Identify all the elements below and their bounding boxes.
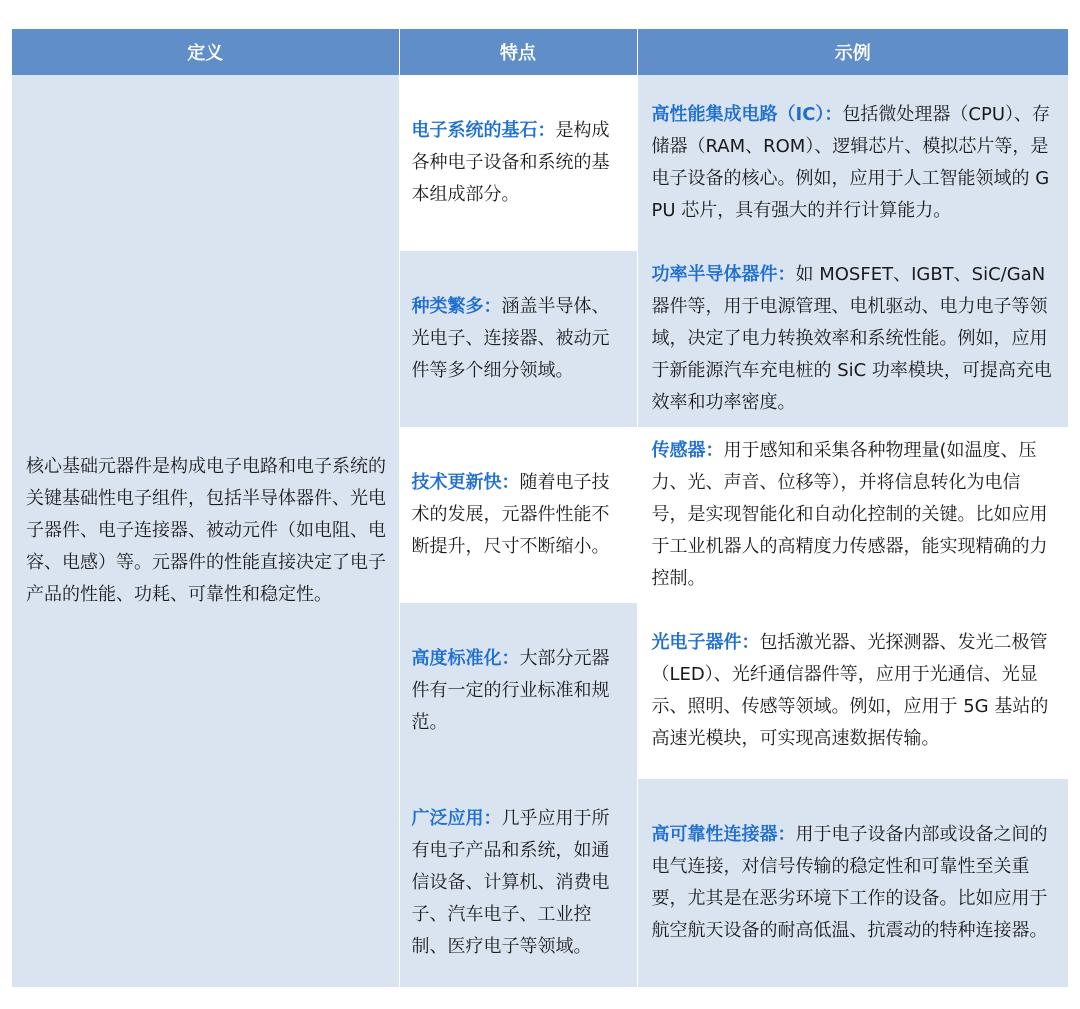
feature-keyword: 广泛应用： bbox=[411, 808, 502, 829]
example-text: 如 MOSFET、IGBT、SiC/GaN 器件等，用于电源管理、电机驱动、电力电子等领域，决定了电力转换效率和系统性能。例如，应用于新能源汽车充电桩的 SiC 功率模块，可提高充电效率和功率密度。 bbox=[651, 264, 1052, 413]
feature-text: 随着电子技术的发展，元器件性能不断提升，尺寸不断缩小。 bbox=[411, 472, 610, 557]
table-row bbox=[12, 75, 1068, 251]
feature-text: 几乎应用于所有电子产品和系统，如通信设备、计算机、消费电子、汽车电子、工业控制、医疗电子等领域。 bbox=[411, 808, 610, 957]
example-cell bbox=[637, 603, 1068, 779]
feature-keyword: 种类繁多： bbox=[411, 296, 502, 317]
feature-text: 是构成各种电子设备和系统的基本组成部分。 bbox=[411, 120, 610, 205]
example-text: 包括激光器、光探测器、发光二极管（LED）、光纤通信器件等，应用于光通信、光显示、照明、传感等领域。例如，应用于 5G 基站的高速光模块，可实现高速数据传输。 bbox=[651, 632, 1049, 749]
header-feature: 特点 bbox=[399, 29, 637, 75]
example-keyword: 功率半导体器件： bbox=[651, 264, 796, 285]
example-keyword: 高性能集成电路（IC）： bbox=[651, 104, 843, 125]
example-cell bbox=[637, 75, 1068, 251]
example-keyword: 高可靠性连接器： bbox=[651, 824, 796, 845]
feature-text: 涵盖半导体、光电子、连接器、被动元件等多个细分领域。 bbox=[411, 296, 610, 381]
header-example: 示例 bbox=[637, 29, 1068, 75]
example-text: 包括微处理器（CPU）、存储器（RAM、ROM）、逻辑芯片、模拟芯片等，是电子设备的核心。例如，应用于人工智能领域的 GPU 芯片，具有强大的并行计算能力。 bbox=[651, 104, 1051, 221]
example-keyword: 传感器： bbox=[651, 440, 724, 461]
feature-cell bbox=[399, 427, 637, 603]
definition-text: 核心基础元器件是构成电子电路和电子系统的关键基础性电子组件，包括半导体器件、光电子器件、电子连接器、被动元件（如电阻、电容、电感）等。元器件的性能直接决定了电子产品的性能、功耗、可靠性和稳定性。 bbox=[26, 456, 386, 605]
example-text: 用于电子设备内部或设备之间的电气连接，对信号传输的稳定性和可靠性至关重要，尤其是在恶劣环境下工作的设备。比如应用于航空航天设备的耐高低温、抗震动的特种连接器。 bbox=[651, 824, 1048, 941]
feature-keyword: 电子系统的基石： bbox=[411, 120, 556, 141]
example-text: 用于感知和采集各种物理量(如温度、压力、光、声音、位移等），并将信息转化为电信号，是实现智能化和自动化控制的关键。比如应用于工业机器人的高精度力传感器，能实现精确的力控制。 bbox=[651, 440, 1048, 589]
feature-cell bbox=[399, 75, 637, 251]
feature-keyword: 高度标准化： bbox=[411, 648, 520, 669]
example-keyword: 光电子器件： bbox=[651, 632, 760, 653]
definition-cell bbox=[12, 75, 399, 987]
feature-cell bbox=[399, 603, 637, 779]
feature-keyword: 技术更新快： bbox=[411, 472, 520, 493]
components-table bbox=[12, 29, 1068, 987]
example-cell bbox=[637, 779, 1068, 987]
feature-text: 大部分元器件有一定的行业标准和规范。 bbox=[411, 648, 610, 733]
header-definition: 定义 bbox=[12, 29, 399, 75]
feature-cell bbox=[399, 779, 637, 987]
example-cell bbox=[637, 427, 1068, 603]
example-cell bbox=[637, 251, 1068, 427]
header-row bbox=[12, 29, 1068, 75]
feature-cell bbox=[399, 251, 637, 427]
